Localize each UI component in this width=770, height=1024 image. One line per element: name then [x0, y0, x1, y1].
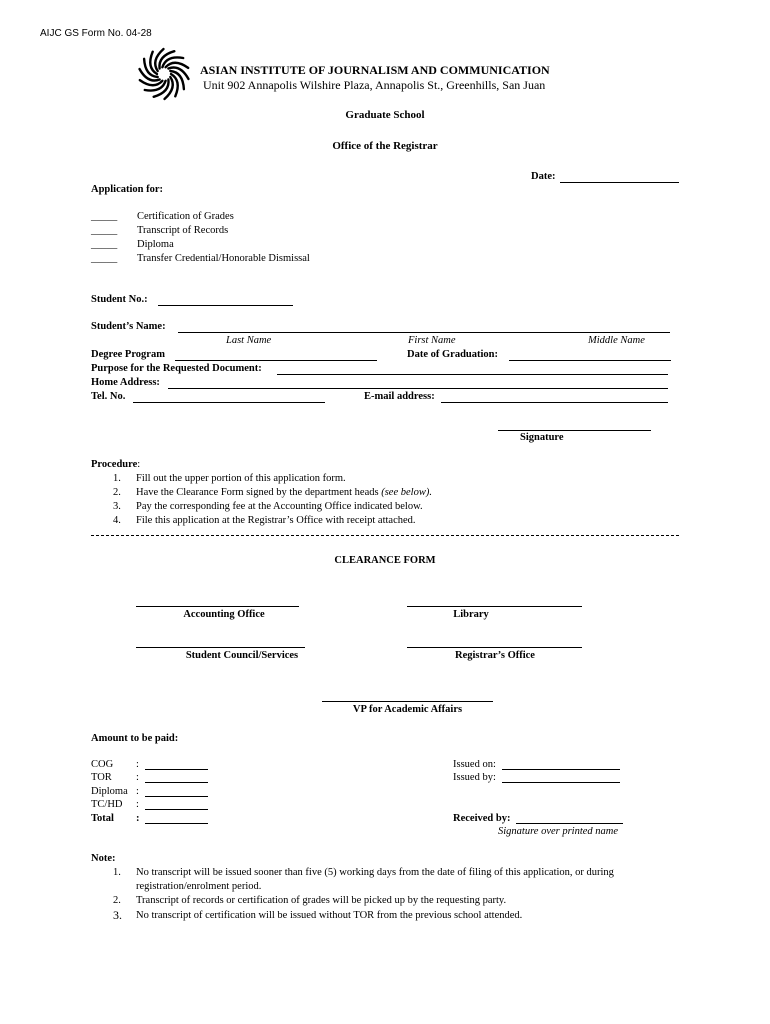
- application-label: Application for:: [91, 184, 164, 195]
- tel-no-field[interactable]: [133, 402, 325, 403]
- procedure-label: Procedure:: [91, 459, 141, 470]
- vp-academic-affairs-label: VP for Academic Affairs: [352, 704, 463, 715]
- step-number: 1.: [113, 473, 121, 484]
- clearance-form-title: CLEARANCE FORM: [334, 555, 436, 566]
- email-field[interactable]: [441, 402, 668, 403]
- student-council-label: Student Council/Services: [185, 650, 299, 661]
- library-signature-line[interactable]: [407, 606, 582, 607]
- issued-on-field[interactable]: [502, 769, 620, 770]
- fee-field[interactable]: [145, 796, 208, 797]
- email-label: E-mail address:: [364, 391, 435, 402]
- signature-label: Signature: [520, 432, 564, 443]
- fee-name-total: Total: [91, 813, 114, 824]
- fee-name: TOR: [91, 772, 112, 783]
- institution-name: ASIAN INSTITUTE OF JOURNALISM AND COMMUNICATION: [200, 63, 550, 77]
- last-name-caption: Last Name: [226, 335, 272, 346]
- middle-name-caption: Middle Name: [588, 335, 645, 346]
- signature-line[interactable]: [498, 430, 651, 431]
- issued-by-field[interactable]: [502, 782, 620, 783]
- signature-over-printed-name: Signature over printed name: [498, 826, 619, 837]
- fee-separator: :: [136, 759, 139, 770]
- form-number: AIJC GS Form No. 04-28: [40, 28, 152, 39]
- vp-signature-line[interactable]: [322, 701, 493, 702]
- note-number: 2.: [113, 895, 121, 906]
- school-name: Graduate School: [345, 109, 425, 121]
- received-by-field[interactable]: [516, 823, 623, 824]
- fee-separator: :: [136, 813, 140, 824]
- note-label: Note:: [91, 853, 116, 864]
- home-address-label: Home Address:: [91, 377, 160, 388]
- accounting-signature-line[interactable]: [136, 606, 299, 607]
- fee-name: Diploma: [91, 786, 128, 797]
- graduation-date-field[interactable]: [509, 360, 671, 361]
- fee-separator: :: [136, 799, 139, 810]
- registrar-office-label: Registrar’s Office: [455, 650, 535, 661]
- issued-on-label: Issued on:: [453, 759, 496, 770]
- step-text: File this application at the Registrar’s Office with receipt attached.: [136, 515, 416, 526]
- fee-separator: :: [136, 772, 139, 783]
- first-name-caption: First Name: [408, 335, 456, 346]
- step-text: Fill out the upper portion of this application form.: [136, 473, 346, 484]
- degree-program-field[interactable]: [175, 360, 377, 361]
- option-certification-of-grades: Certification of Grades: [137, 211, 234, 222]
- student-no-field[interactable]: [158, 305, 293, 306]
- fee-field[interactable]: [145, 769, 208, 770]
- accounting-office-label: Accounting Office: [183, 609, 265, 620]
- note-text: No transcript of certification will be issued without TOR from the previous school attended.: [136, 910, 523, 921]
- date-label: Date:: [531, 171, 556, 182]
- checkbox-blank[interactable]: _____: [91, 211, 118, 222]
- checkbox-blank[interactable]: _____: [91, 239, 118, 250]
- step-text: Have the Clearance Form signed by the department heads (see below).: [136, 487, 432, 498]
- registrar-signature-line[interactable]: [407, 647, 582, 648]
- student-name-label: Student’s Name:: [91, 321, 166, 332]
- graduation-date-label: Date of Graduation:: [407, 349, 498, 360]
- library-label: Library: [453, 609, 489, 620]
- office-name: Office of the Registrar: [332, 140, 438, 152]
- step-number: 4.: [113, 515, 121, 526]
- checkbox-blank[interactable]: _____: [91, 253, 118, 264]
- option-diploma: Diploma: [137, 239, 174, 250]
- note-text: Transcript of records or certification of grades will be picked up by the requesting party.: [136, 895, 507, 906]
- checkbox-blank[interactable]: _____: [91, 225, 118, 236]
- purpose-field[interactable]: [277, 374, 668, 375]
- total-field[interactable]: [145, 823, 208, 824]
- fee-field[interactable]: [145, 809, 208, 810]
- step-text: Pay the corresponding fee at the Accounting Office indicated below.: [136, 501, 423, 512]
- option-transcript-of-records: Transcript of Records: [137, 225, 229, 236]
- note-number: 3.: [113, 908, 122, 922]
- fee-name: TC/HD: [91, 799, 123, 810]
- tel-no-label: Tel. No.: [91, 391, 126, 402]
- fee-name: COG: [91, 759, 114, 770]
- received-by-label: Received by:: [453, 813, 511, 824]
- amount-label: Amount to be paid:: [91, 733, 179, 744]
- student-name-field[interactable]: [178, 332, 670, 333]
- institution-logo: [137, 47, 191, 101]
- issued-by-label: Issued by:: [453, 772, 496, 783]
- date-field[interactable]: [560, 182, 679, 183]
- institution-address: Unit 902 Annapolis Wilshire Plaza, Annapolis St., Greenhills, San Juan: [203, 78, 546, 92]
- student-no-label: Student No.:: [91, 294, 148, 305]
- note-text: No transcript will be issued sooner than five (5) working days from the date of filing of this application, or during: [136, 867, 614, 878]
- cut-line: [91, 535, 679, 536]
- step-number: 2.: [113, 487, 121, 498]
- note-number: 1.: [113, 867, 121, 878]
- council-signature-line[interactable]: [136, 647, 305, 648]
- degree-program-label: Degree Program: [91, 349, 165, 360]
- option-transfer-credential: Transfer Credential/Honorable Dismissal: [137, 253, 310, 264]
- purpose-label: Purpose for the Requested Document:: [91, 363, 262, 374]
- step-number: 3.: [113, 501, 121, 512]
- fee-field[interactable]: [145, 782, 208, 783]
- fee-separator: :: [136, 786, 139, 797]
- note-text-continued: registration/enrolment period.: [136, 881, 262, 892]
- home-address-field[interactable]: [168, 388, 668, 389]
